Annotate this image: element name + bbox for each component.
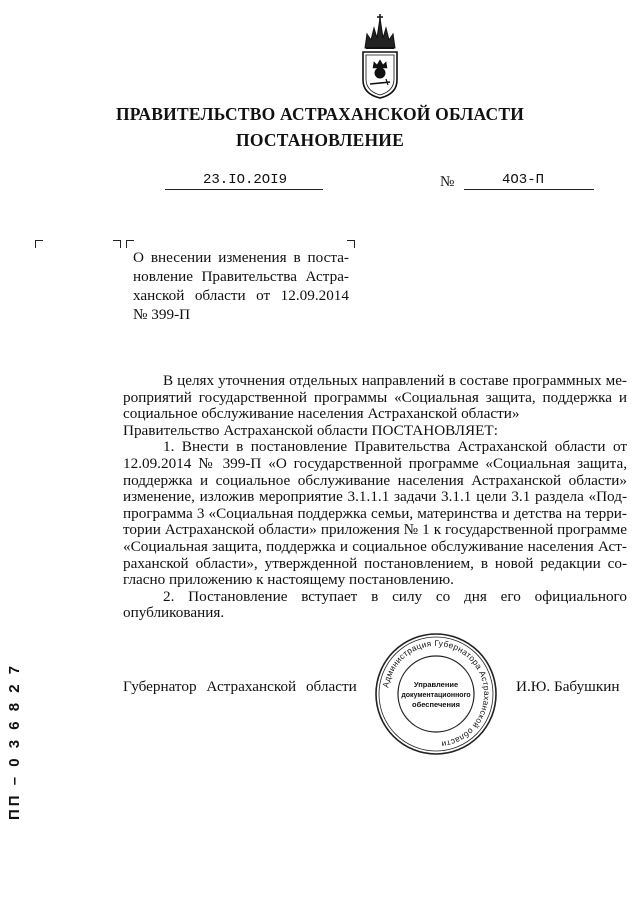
form-serial-code: ПП – 0 3 6 8 2 7 — [6, 662, 23, 820]
stamp-center-line: документационного — [401, 692, 471, 699]
body-line: 2. Постановление вступает в силу со дня его официального — [163, 587, 627, 605]
number-sign: № — [440, 174, 455, 190]
body-line: гласно приложению к настоящему постановлению. — [123, 571, 454, 589]
body-line: изменение, изложив мероприятие 3.1.1.1 задачи 3.1.1 цели 3.1 раздела «Под- — [123, 488, 627, 506]
stamp-center-line: Управление — [413, 680, 459, 689]
subject-line: ханской области от 12.09.2014 — [133, 287, 349, 304]
stamp-center-line: обеспечения — [411, 700, 461, 709]
official-stamp — [374, 632, 498, 756]
body-line: раханской области», утвержденной постановлением, в новой редакции со- — [123, 554, 627, 572]
document-date: 23.IO.2OI9 — [203, 172, 288, 188]
body-line: 12.09.2014 № 399-П «О государственной программе «Социальная защита, — [123, 454, 627, 472]
corner-mark-mid-left — [126, 240, 134, 248]
body-line: опубликования. — [123, 604, 225, 622]
subject-block — [133, 248, 349, 324]
signatory-name: И.Ю. Бабушкин — [516, 678, 620, 695]
body-line: В целях уточнения отдельных направлений в составе программных ме- — [163, 372, 627, 389]
body-line: Правительство Астраханской области ПОСТАНОВЛЯЕТ: — [123, 421, 498, 439]
date-field — [165, 172, 323, 190]
corner-mark-mid-right — [113, 240, 121, 248]
body-line: тории Астраханской области» приложения № 1 к государственной программе — [123, 521, 627, 539]
body-line: программа 3 «Социальная поддержка семьи, материнства и детства на терри- — [123, 504, 627, 522]
document-number: 4O3-П — [502, 172, 545, 188]
subject-line: О внесении изменения в поста- — [133, 249, 349, 266]
body-line: 1. Внести в постановление Правительства Астраханской области от — [163, 438, 627, 456]
body-line: роприятий государственной программы «Социальная защита, поддержка и — [123, 388, 627, 406]
government-title: ПРАВИТЕЛЬСТВО АСТРАХАНСКОЙ ОБЛАСТИ — [115, 104, 525, 124]
number-field — [464, 172, 594, 190]
coat-of-arms-emblem — [355, 12, 405, 100]
body-line: поддержка и социальное обслуживание населения Астраханской области» — [123, 471, 627, 489]
body-text — [123, 373, 627, 622]
corner-mark-left — [35, 240, 43, 248]
signatory-position: Губернатор Астраханской области — [123, 678, 357, 695]
body-line: «Социальная защита, поддержка и социальное обслуживание населения Аст- — [123, 537, 627, 555]
subject-line: новление Правительства Астра- — [133, 268, 349, 285]
body-line: социальное обслуживание населения Астраханской области» — [123, 405, 520, 423]
subject-line: № 399-П — [133, 306, 191, 323]
corner-mark-right — [347, 240, 355, 248]
document-type-title: ПОСТАНОВЛЕНИЕ — [236, 130, 404, 150]
stamp-ring-text: Администрация Губернатора Астраханской области — [380, 637, 493, 750]
